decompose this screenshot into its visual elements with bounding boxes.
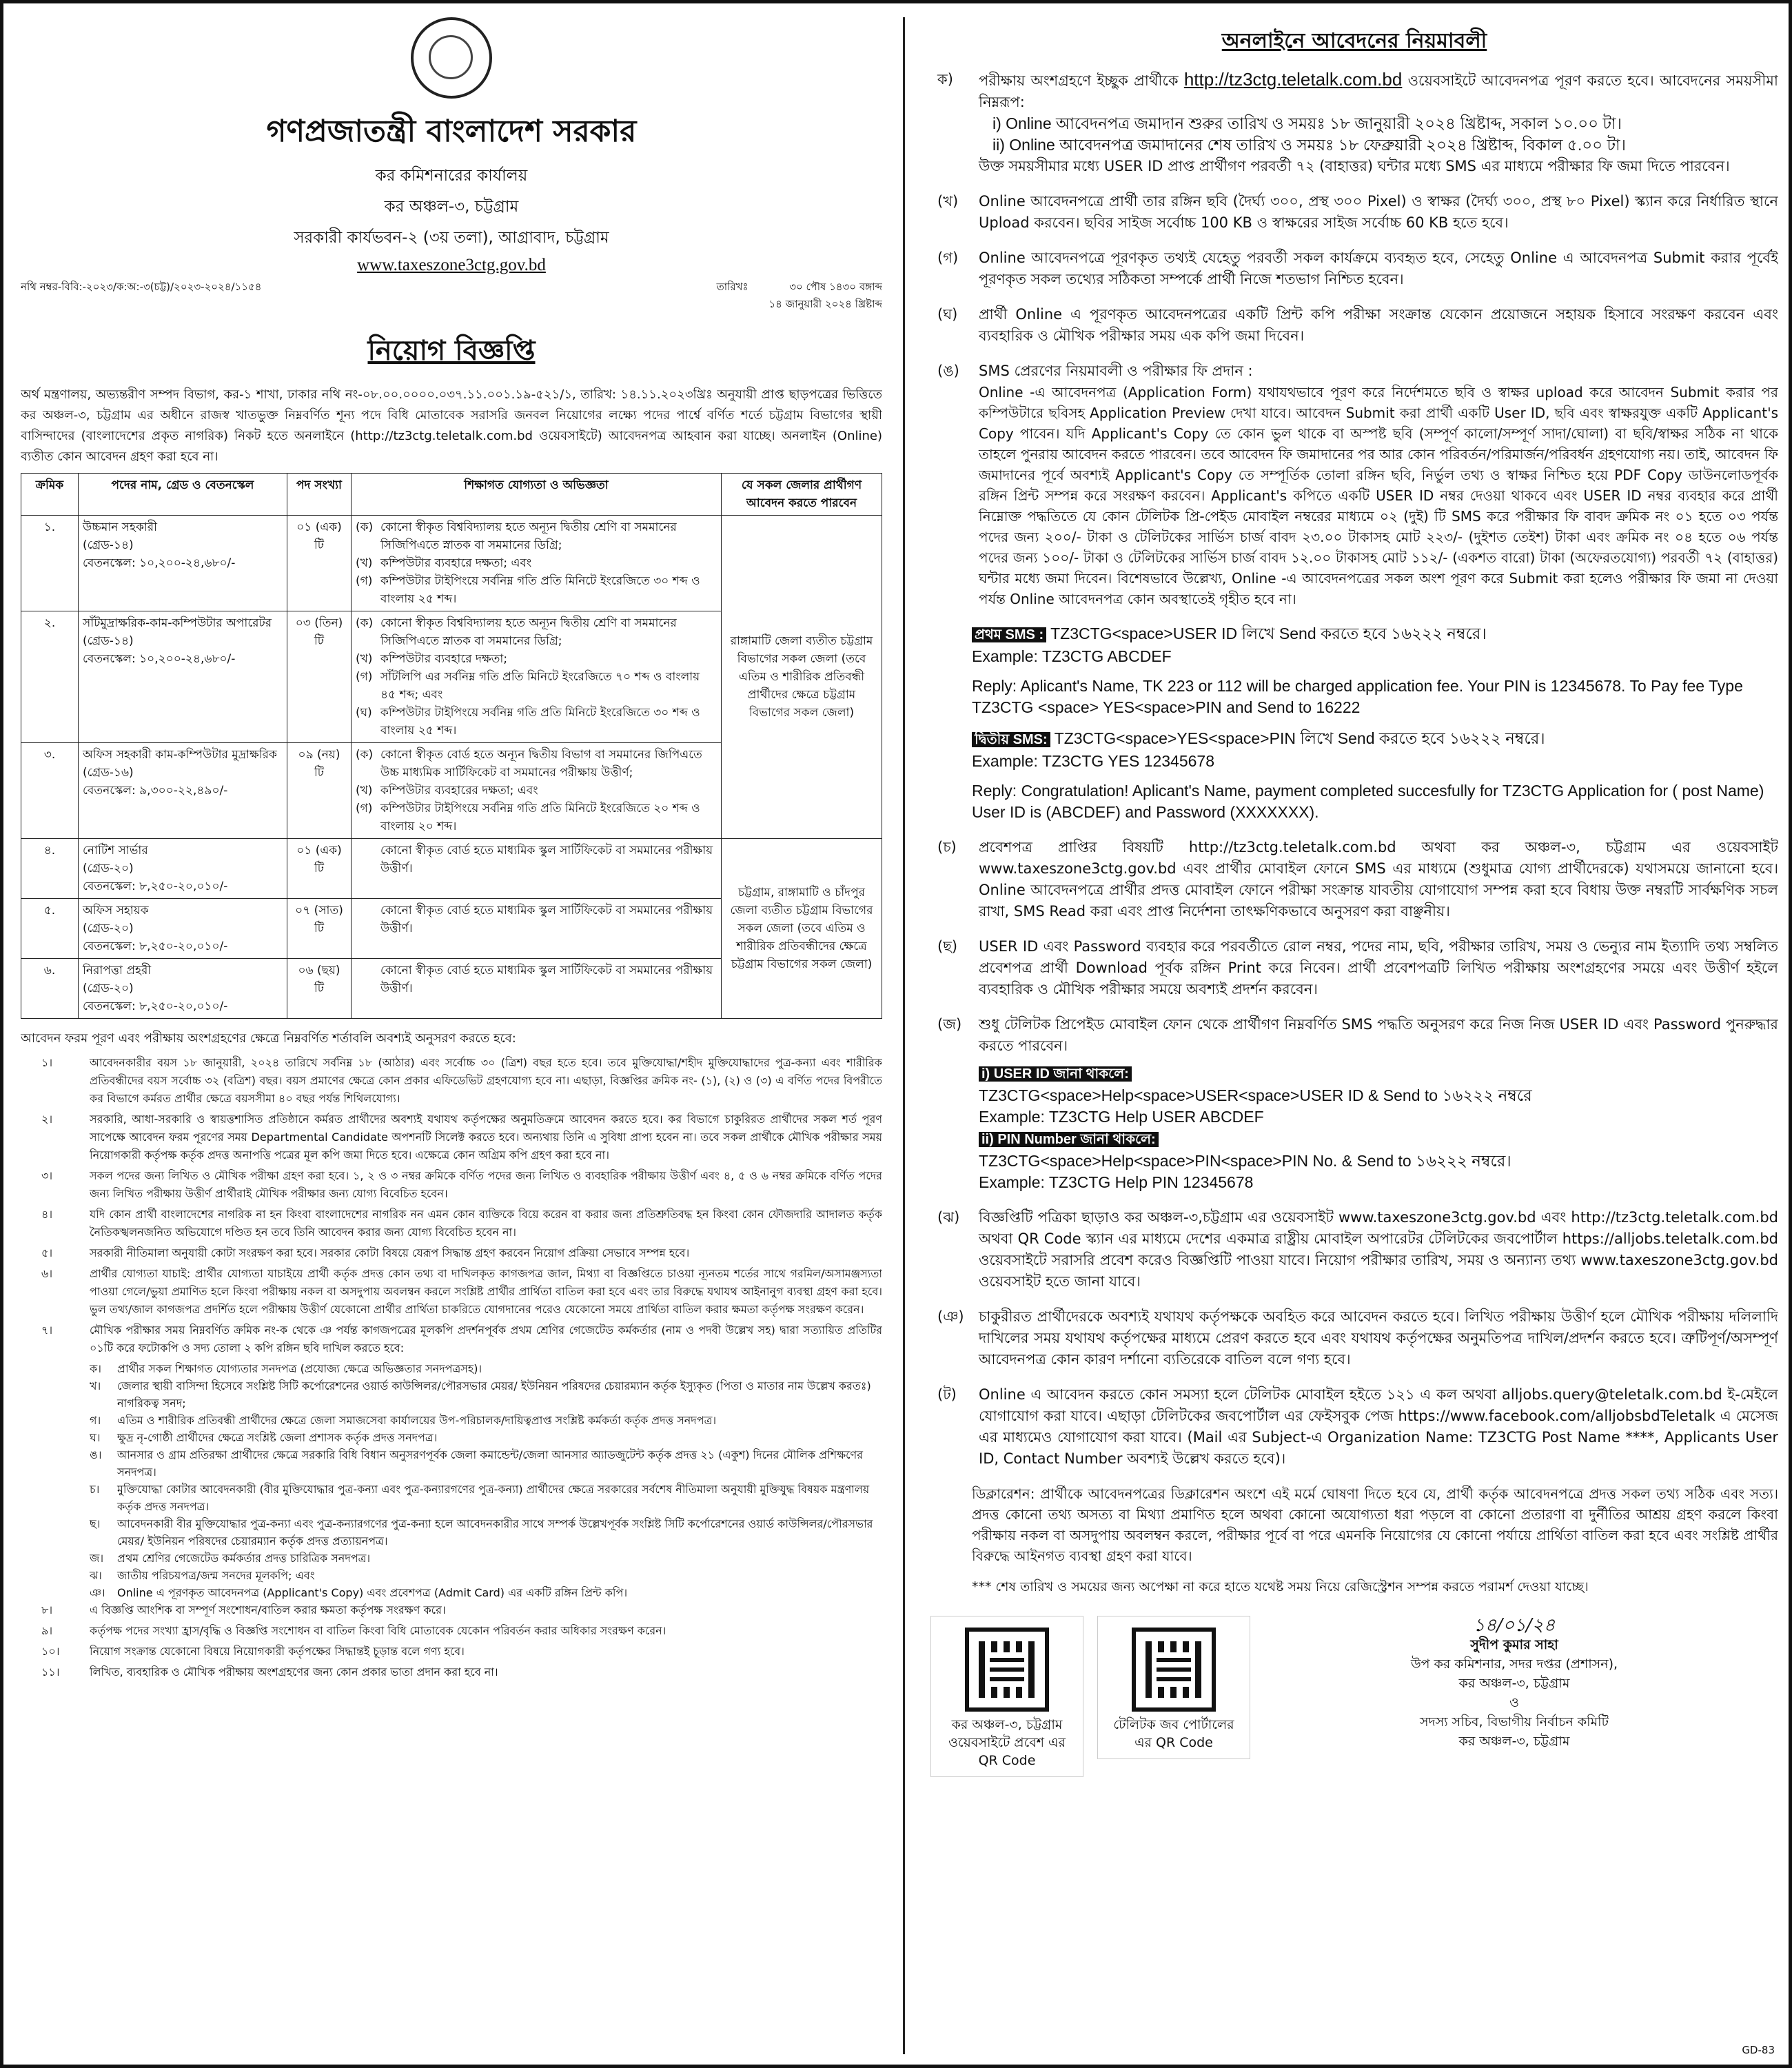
qualification-item [356, 842, 717, 878]
count-cell [287, 959, 352, 1019]
item-number: গ। [90, 1414, 101, 1427]
qualification-cell [352, 839, 722, 899]
column-divider [903, 17, 905, 2054]
second-sms-example: Example: TZ3CTG YES 12345678 [972, 752, 1215, 770]
list-item [21, 1111, 882, 1164]
table-header-row [21, 474, 882, 516]
districts-cell [722, 516, 882, 839]
item-text: Online এ পূরণকৃত আবেদনপত্র (Applicant's Copy) এবং প্রবেশপত্র (Admit Card) এর একটি রঙ্গিন প্রিন্ট কপি। [117, 1586, 628, 1599]
signatory-name: সুদীপ কুমার সাহা [1470, 1637, 1558, 1652]
posts-table [21, 473, 882, 1019]
col-count: পদ সংখ্যা [287, 474, 352, 516]
item-text: আবেদনকারীর বয়স ১৮ জানুয়ারী, ২০২৪ তারিখে সর্বনিম্ন ১৮ (আঠার) এবং সর্বোচ্চ ৩০ (ত্রিশ) বছর হতে হবে। তবে মুক্তিযোদ্ধা/শহীদ মুক্তিযোদ্ধাদের পুত্র-কন্যা এবং শারীরিক প্রতিবন্ধীদের বয়স সর্বোচ্চ ৩২ (বত্রিশ) বছর। বয়স প্রমাণের ক্ষেত্রে কোন প্রকার এফিডেভিট গ্রহণযোগ্য হবে না। এছাড়া, বিজ্ঞপ্তির ক্রমিক নং- (১), (২) ও (৩) এ বর্ণিত পদের বিপরীতে কর বিভাগে কর্মরত প্রার্থীর ক্ষেত্রে বয়সসীমা ৪০ বছর পর্যন্ত শিথিলযোগ্য। [90, 1056, 882, 1105]
post-count: ০১ (এক) টি [296, 520, 342, 552]
rule-text: USER ID এবং Password ব্যবহার করে পরবর্তীতে রোল নম্বর, পদের নাম, ছবি, পরীক্ষার তারিখ, সময় ও ভেন্যুর নাম ইত্যাদি তথ্য সম্বলিত প্রবেশপত্র প্রার্থী Download পূর্বক রঙ্গিন Print করে নিবেন। প্রার্থী প্রবেশপত্রটি লিখিত পরীক্ষায় অংশগ্রহণের সময়ে এবং উত্তীর্ণ হইলে ব্যবহারিক ও মৌখিক পরীক্ষার সময়ে অবশ্যই প্রদর্শন করবেন। [979, 938, 1778, 997]
qr-card-teletalk[interactable] [1097, 1616, 1250, 1759]
documents-list [21, 1360, 882, 1601]
item-number: ঝ। [90, 1569, 102, 1582]
serial-number: ১. [43, 520, 56, 534]
pay-scale: বেতনস্কেল: ১০,২০০-২৪,৬৮০/- [83, 556, 236, 570]
first-sms-format: TZ3CTG<space>USER ID লিখে Send করতে হবে ১৬২২২ নম্বরে। [1050, 625, 1487, 642]
post-count: ০৭ (সাত) টি [295, 904, 343, 935]
item-text: ক্ষুদ্র নৃ-গোষ্ঠী প্রার্থীদের ক্ষেত্রে সংশ্লিষ্ট জেলা প্রশাসক কর্তৃক প্রদত্ত সনদপত্র। [117, 1431, 438, 1444]
rule-number: (গ) [937, 250, 959, 266]
qualification-item [356, 668, 717, 704]
item-text: সকল পদের জন্য লিখিত ও মৌখিক পরীক্ষা গ্রহণ করা হবে। ১, ২ ও ৩ নম্বর ক্রমিকে বর্ণিত পদের জন্য লিখিত ও ব্যবহারিক পরীক্ষায় উত্তীর্ণ এবং ৪, ৫ ও ৬ নম্বর ক্রমিকে বর্ণিত পদের জন্য লিখিত পরীক্ষায় উত্তীর্ণ প্রার্থীরাই মৌখিক পরীক্ষার জন্য যোগ্য বিবেচিত হবেন। [90, 1169, 882, 1200]
qualification-marker: (গ) [356, 574, 373, 588]
qualification-text: কম্পিউটার ব্যবহারে দক্ষতা; [380, 652, 508, 666]
end-date: ii) Online আবেদনপত্র জমাদানের শেষ তারিখ ও সময়ঃ ১৮ ফেব্রুয়ারী ২০২৪ খ্রিষ্টাব্দ, বিকাল ৫.০০ টা। [992, 136, 1626, 154]
conditions-list [21, 1054, 882, 1357]
qualification-marker: (খ) [356, 784, 373, 798]
col-post: পদের নাম, গ্রেড ও বেতনস্কেল [79, 474, 287, 516]
post-grade: (গ্রেড-১৪) [83, 538, 134, 552]
serial-number: ৪. [43, 844, 56, 858]
serial-cell [21, 611, 79, 743]
item-number: জ। [90, 1552, 104, 1565]
districts-cell [722, 839, 882, 1019]
rule-ja [930, 1014, 1778, 1193]
second-sms-block [930, 728, 1778, 823]
fee-deadline: উক্ত সময়সীমার মধ্যে USER ID প্রাপ্ত প্রার্থীগণ পরবর্তী ৭২ (বাহাত্তর) ঘন্টার মধ্যে SMS এর মাধ্যমে পরীক্ষার ফি জমা দিতে পারবেন। [979, 158, 1730, 174]
qualification-marker [356, 962, 380, 997]
rule-text: Online আবেদনপত্রে পূরণকৃত তথ্যই যেহেতু পরবর্তী সকল কার্যক্রমে ব্যবহৃত হবে, সেহেতু Online এ আবেদনপত্র Submit করার পূর্বেই পূরণকৃত সকল তথ্যের সঠিকতা সম্পর্কে প্রার্থী নিজে শতভাগ নিশ্চিত হবেন। [979, 250, 1778, 287]
office-address: সরকারী কার্যভবন-২ (৩য় তলা), আগ্রাবাদ, চট্টগ্রাম [294, 229, 609, 247]
qr-code-icon[interactable] [1132, 1628, 1216, 1712]
rule-text: বিজ্ঞপ্তিটি পত্রিকা ছাড়াও কর অঞ্চল-৩,চট্টগ্রাম এর ওয়েবসাইট www.taxeszone3ctg.gov.bd এবং http://tz3ctg.teletalk.com.bd অথবা QR Code স্ক্যান এর মাধ্যমে দেশের একমাত্র রাষ্ট্রীয় মোবাইল অপারেটর টেলিটকের জবপোর্টাল https://alljobs.teletalk.com.bd ওয়েবসাইটে সরাসরি প্রবেশ করেও বিজ্ঞপ্তিটি পাওয়া যাবে। নিয়োগ পরীক্ষার তারিখ, সময় ও অন্যান্য তথ্য www.taxeszone3ctg.gov.bd ওয়েবসাইট হতে জানা যাবে। [979, 1209, 1778, 1290]
count-cell [287, 839, 352, 899]
qualification-marker: (ক) [356, 616, 374, 630]
serial-cell [21, 839, 79, 899]
post-cell [79, 516, 287, 611]
post-grade: (গ্রেড-১৬) [83, 766, 134, 780]
serial-number: ৬. [43, 964, 56, 977]
list-item [21, 1265, 882, 1319]
website-link[interactable]: www.taxeszone3ctg.gov.bd [357, 256, 546, 274]
item-text: কর্তৃপক্ষ পদের সংখ্যা হ্রাস/বৃদ্ধি ও বিজ্ঞপ্তি সংশোধন বা বাতিল কিংবা বিধি মোতাবেক যেকোন পরিবর্তন করার অধিকার সংরক্ষণ করেন। [90, 1624, 666, 1637]
post-count: ০৩ (তিন) টি [295, 616, 343, 648]
item-number: খ। [90, 1379, 101, 1392]
post-cell [79, 959, 287, 1019]
count-cell [287, 899, 352, 959]
pay-scale: বেতনস্কেল: ৮,২৫০-২০,০১০/- [83, 940, 228, 953]
date-bangla: ৩০ পৌষ ১৪৩০ বঙ্গাব্দ [789, 281, 882, 293]
rule-ka [930, 69, 1778, 177]
item-text: নিয়োগ সংক্রান্ত যেকোনো বিষয়ে নিয়োগকারী কর্তৃপক্ষের সিদ্ধান্তই চূড়ান্ত বলে গণ্য হবে। [90, 1645, 465, 1658]
first-sms-example: Example: TZ3CTG ABCDEF [972, 647, 1172, 665]
post-count: ০১ (এক) টি [296, 844, 342, 875]
col-districts: যে সকল জেলার প্রার্থীগণ আবেদন করতে পারবেন [722, 474, 882, 516]
item-number: ৪। [41, 1208, 53, 1221]
qualification-text: সাঁটলিপি এর সর্বনিম্ন গতি প্রতি মিনিটে ইংরেজিতে ৭০ শব্দ ও বাংলায় ৪৫ শব্দ; এবং [380, 670, 700, 702]
qualification-item [356, 962, 717, 997]
qualification-cell [352, 899, 722, 959]
signature-mark: ১৪/০১/২৪ [1473, 1615, 1556, 1636]
post-cell [79, 839, 287, 899]
right-column [930, 17, 1778, 2051]
serial-number: ৫. [43, 904, 56, 918]
qualification-item [356, 902, 717, 937]
item-text: সরকারী নীতিমালা অনুযায়ী কোটা সংরক্ষণ করা হবে। সরকার কোটা বিষয়ে যেরূপ সিদ্ধান্ত গ্রহণ করবেন নিয়োগ প্রক্রিয়া সেভাবে সম্পন্ন হবে। [90, 1246, 690, 1259]
item-text: প্রার্থীর যোগ্যতা যাচাই: প্রার্থীর যোগ্যতা যাচাইয়ে প্রার্থী কর্তৃক প্রদত্ত কোন তথ্য বা দাখিলকৃত কাগজপত্র জাল, মিথ্যা বা বিজ্ঞপ্তিতে চাওয়া ন্যূনতম শর্তের সাথে গরমিল/অসামঞ্জস্যতা পাওয়া গেলে/ভুয়া প্রমাণিত হলে কিংবা পরীক্ষায় নকল বা অসদুপায় অবলম্বন করলে সংশ্লিষ্ট প্রার্থীর প্রার্থিতা বাতিল করা হবে এবং তার বিরুদ্ধে যথাযথ আইনানুগ ব্যবস্থা গ্রহণ করা হবে। ভুল তথ্য/জাল কাগজপত্র প্রদর্শিত হলে পরীক্ষায় উত্তীর্ণ যেকোনো প্রার্থীর প্রার্থিতা চাকরিতে যোগদানের পরেও যেকোনো সময়ে প্রার্থিতা বাতিল করার ক্ষমতা কর্তৃপক্ষ সংরক্ষণ করেন। [90, 1267, 882, 1316]
office-name: কর কমিশনারের কার্যালয় [375, 167, 528, 185]
post-name: নোটিশ সার্ভার [83, 844, 148, 858]
list-item [21, 1244, 882, 1262]
committee-office: কর অঞ্চল-৩, চট্টগ্রাম [1458, 1734, 1570, 1749]
pay-scale: বেতনস্কেল: ৮,২৫০-২০,০১০/- [83, 1000, 228, 1013]
rule-number: (খ) [937, 193, 959, 210]
list-item [21, 1643, 882, 1661]
list-item [21, 1167, 882, 1203]
item-number: ঘ। [90, 1431, 101, 1444]
qualification-item [356, 782, 717, 800]
rule-text: শুধু টেলিটক প্রিপেইড মোবাইল ফোন থেকে প্রার্থীগণ নিম্নবর্ণিত SMS পদ্ধতি অনুসরণ করে নিজ নিজ USER ID এবং Password পুনরুদ্ধার করতে পারবেন। [979, 1016, 1778, 1054]
table-row [21, 839, 882, 899]
sms-rules-heading: SMS প্রেরণের নিয়মাবলী ও পরীক্ষার ফি প্রদান : [979, 363, 1253, 379]
date-label: তারিখঃ [716, 281, 749, 293]
qr-code-icon[interactable] [965, 1628, 1049, 1712]
teletalk-link[interactable]: http://tz3ctg.teletalk.com.bd [1183, 69, 1403, 90]
list-item [21, 1584, 882, 1601]
start-date: i) Online আবেদনপত্র জমাদান শুরুর তারিখ ও সময়ঃ ১৮ জানুয়ারী ২০২৪ খ্রিষ্টাব্দ, সকাল ১০.০০ টা। [992, 114, 1622, 132]
list-item [21, 1446, 882, 1481]
qualification-text: কম্পিউটার ব্যবহারের দক্ষতা; এবং [380, 784, 538, 798]
rule-text: Online -এ আবেদনপত্র (Application Form) যথাযথভাবে পূরণ করে নির্দেশমতে ছবি ও স্বাক্ষর upload করে আবেদন Submit করার পর কম্পিউটারে ছবিসহ Application Preview দেখা যাবে। আবেদন Submit করা প্রার্থী একটি User ID, ছবি এবং স্বাক্ষরযুক্ত একটি Applicant's Copy পাবেন। যদি Applicant's Copy তে কোন ভুল থাকে বা অস্পষ্ট ছবি (সম্পূর্ণ কালো/সম্পূর্ণ সাদা/ঘোলা) বা ছবি/স্বাক্ষর সঠিক না থাকে তাহলে পুনরায় আবেদন করতে পারবেন। তবে আবেদন ফি জমাদানের পর আর কোন পরিবর্তন/পরিমার্জন/পরিবর্ধন গ্রহণযোগ্য নয়। তাই, আবেদন ফি জমাদানের পূর্বে অবশ্যই Applicant's Copy তে সম্পূর্তিক তোলা রঙ্গিন ছবি, নির্ভুল তথ্য ও স্বাক্ষর নিশ্চিত হয়ে PDF Copy ডাউনলোডপূর্বক রঙ্গিন প্রিন্ট সম্পন্ন করে সংরক্ষণ করবেন। Applicant's কপিতে একটি USER ID নম্বর দেওয়া থাকবে এবং USER ID নম্বর ব্যবহার করে প্রার্থী নিম্নোক্ত পদ্ধতিতে যে কোন টেলিটক প্রি-পেইড মোবাইল নম্বরের মাধ্যমে ০২ (দুই) টি SMS করে পরীক্ষার ফি বাবদ ক্রমিক নং ০১ হতে ০৩ পর্যন্ত পদের জন্য ২০০/- টাকা ও টেলিটকের সার্ভিস চার্জ বাবদ ২৩.০০ টাকাসহ মোট ২২৩/- (দুইশত তেইশ) টাকা এবং ক্রমিক নং ০৪ হতে ০৬ পর্যন্ত পদের জন্য ১০০/- টাকা ও টেলিটকের সার্ভিস চার্জ বাবদ ১২.০০ টাকাসহ মোট ১১২/- (একশত বারো) টাকা (অফেরতযোগ্য) পরবর্তী ৭২ (বাহাত্তর) ঘন্টার মধ্যে জমা দিবেন। বিশেষভাবে উল্লেখ্য, Online -এ আবেদনপত্রের সকল অংশ পূরণ করে Submit করা হলেও পরীক্ষার ফি জমা না দেওয়া পর্যন্ত Online আবেদনপত্র কোন অবস্থাতেই গৃহীত হবে না। [979, 384, 1778, 607]
signatory-designation: উপ কর কমিশনার, সদর দপ্তর (প্রশাসন), [1410, 1656, 1618, 1672]
rule-gha [930, 304, 1778, 347]
qualification-item [356, 614, 717, 650]
post-grade: (গ্রেড-২০) [83, 922, 134, 935]
qr-caption: কর অঞ্চল-৩, চট্টগ্রাম ওয়েবসাইটে প্রবেশ এর QR Code [948, 1717, 1066, 1768]
list-item [21, 1206, 882, 1241]
qualification-cell [352, 743, 722, 839]
qualification-text: কোনো স্বীকৃত বোর্ড হতে মাধ্যমিক স্কুল সার্টিফিকেট বা সমমানের পরীক্ষায় উত্তীর্ণ। [380, 964, 713, 995]
serial-number: ২. [43, 616, 56, 630]
eligible-districts: রাঙ্গামাটি জেলা ব্যতীত চট্টগ্রাম বিভাগের সকল জেলা (তবে এতিম ও শারীরিক প্রতিবন্ধী প্রার্থীদের ক্ষেত্রে চট্টগ্রাম বিভাগের সকল জেলা) [730, 634, 873, 720]
rule-number: (জ) [937, 1016, 962, 1033]
qr-and-signature [930, 1616, 1778, 1777]
signatory-office: কর অঞ্চল-৩, চট্টগ্রাম [1458, 1676, 1570, 1691]
pay-scale: বেতনস্কেল: ১০,২০০-২৪,৬৮০/- [83, 652, 236, 666]
signature-block [1250, 1616, 1778, 1751]
item-number: ৮। [41, 1603, 53, 1616]
post-name: অফিস সহকারী কাম-কম্পিউটার মুদ্রাক্ষরিক [83, 748, 277, 762]
reference-number: নথি নম্বর-বিবি:-২০২৩/ক:অ:-৩(চট্ট)/২০২৩-২০২৪/১১৫৪ [21, 281, 262, 293]
qualification-item [356, 704, 717, 740]
list-item [21, 1429, 882, 1446]
pin-example: Example: TZ3CTG Help PIN 12345678 [979, 1173, 1254, 1191]
qualification-marker: (খ) [356, 652, 373, 666]
item-text: আনসার ও গ্রাম প্রতিরক্ষা প্রার্থীদের ক্ষেত্রে সরকারি বিধি বিধান অনুসরণপূর্বক জেলা কমান্ডেন্ট/জেলা আনসার অ্যাডজুটেন্ট কর্তৃক প্রদত্ত ২১ (একুশ) দিনের মৌলিক প্রশিক্ষণের সনদপত্র। [117, 1448, 863, 1479]
header [21, 17, 882, 275]
user-id-tag: i) USER ID জানা থাকলে: [979, 1066, 1132, 1082]
rule-text: প্রার্থী Online এ পূরণকৃত আবেদনপত্রের একটি প্রিন্ট কপি পরীক্ষা সংক্রান্ত যেকোন প্রয়োজনে সহায়ক হিসাবে সংরক্ষণ করবেন এবং ব্যবহারিক ও মৌখিক পরীক্ষার সময় এক কপি জমা দিবেন। [979, 306, 1778, 344]
second-sms-tag: দ্বিতীয় SMS: [972, 732, 1050, 747]
rule-text: Online এ আবেদন করতে কোন সমস্যা হলে টেলিটক মোবাইল হইতে ১২১ এ কল অথবা alljobs.query@teletalk.com.bd ই-মেইলে যোগাযোগ করা যাবে। এছাড়া টেলিটকের জবপোর্টাল এর ফেইসবুক পেজ https://www.facebook.com/alljobsbdTeletalk এ মেসেজ এর মাধ্যমেও যোগাযোগ করা যাবে। (Mail এর Subject-এ Organization Name: TZ3CTG Post Name ****, Applicants User ID, Contact Number অবশ্যই উল্লেখ করতে হবে)। [979, 1386, 1778, 1467]
item-text: প্রথম শ্রেণির গেজেটেড কর্মকর্তার প্রদত্ত চারিত্রিক সনদপত্র। [117, 1552, 371, 1565]
rule-text: চাকুরীরত প্রার্থীদেরকে অবশ্যই যথাযথ কর্তৃপক্ষকে অবহিত করে আবেদন করতে হবে। লিখিত পরীক্ষায় উত্তীর্ণ হলে মৌখিক পরীক্ষায় দলিলাদি দাখিলের সময় যথাযথ কর্তৃপক্ষের মাধ্যমে প্রেরণ করতে হবে এবং যথাযথ কর্তৃপক্ষের অনুমতিপত্র দাখিল/প্রদর্শন করতে হবে। ত্রুটিপূর্ণ/অসম্পূর্ণ আবেদনপত্র কোন কারণ দর্শানো ব্যতিরেকে বাতিল বলে গণ্য হবে। [979, 1308, 1778, 1368]
qualification-item [356, 800, 717, 835]
government-seal-icon [411, 17, 492, 99]
qualification-text: কম্পিউটার টাইপিংয়ে সর্বনিম্ন গতি প্রতি মিনিটে ইংরেজিতে ৩০ শব্দ ও বাংলায় ২৫ শব্দ। [380, 706, 700, 738]
qualification-item [356, 518, 717, 554]
item-text: এ বিজ্ঞপ্তি আংশিক বা সম্পূর্ণ সংশোধন/বাতিল করার ক্ষমতা কর্তৃপক্ষ সংরক্ষণ করে। [90, 1603, 446, 1616]
list-item [21, 1481, 882, 1515]
post-name: নিরাপত্তা প্রহরী [83, 964, 152, 977]
post-cell [79, 899, 287, 959]
serial-cell [21, 959, 79, 1019]
post-grade: (গ্রেড-২০) [83, 982, 134, 995]
reference-row [21, 279, 882, 314]
item-text: সরকারি, আধা-সরকারি ও স্বায়ত্তশাসিত প্রতিষ্ঠানে কর্মরত প্রার্থীদের অবশ্যই যথাযথ কর্তৃপক্ষের অনুমতিক্রমে আবেদন করতে হবে। কর বিভাগে চাকুরিরত প্রার্থীদের সকল শর্ত পূরণ সাপেক্ষে আবেদন ফরম পূরণের সময় Departmental Candidate অপশনটি সিলেক্ট করতে হবে। অন্যথায় তিনি এ সুবিধা প্রাপ্য হবেন না। তবে সকল প্রার্থীকে মৌখিক পরীক্ষার সময় নিয়োগকারী কর্তৃপক্ষ কর্তৃক প্রদত্ত অনাপত্তি পত্রের মূল কপি জমা দিতে হবে। এক্ষেত্রে কোন অগ্রিম কপি গ্রহণ করা হবে না। [90, 1113, 882, 1162]
left-column [21, 17, 882, 2051]
second-sms-reply: Reply: Congratulation! Aplicant's Name, payment completed succesfully for TZ3CTG Application for ( post Name) User ID is (ABCDEF) and Password (XXXXXXX). [972, 782, 1764, 821]
qualification-marker [356, 902, 380, 937]
item-number: ক। [90, 1362, 101, 1375]
qualification-marker: (গ) [356, 802, 373, 815]
qualification-text: কম্পিউটার টাইপিংয়ে সর্বনিম্ন গতি প্রতি মিনিটে ইংরেজিতে ২০ শব্দ ও বাংলায় ২০ শব্দ। [380, 802, 700, 833]
zone-name: কর অঞ্চল-৩, চট্টগ্রাম [384, 198, 519, 216]
qualification-item [356, 650, 717, 668]
rule-kha [930, 191, 1778, 234]
list-item [21, 1515, 882, 1550]
qualification-text: কোনো স্বীকৃত বিশ্ববিদ্যালয় হতে অন্যূন দ্বিতীয় শ্রেণি বা সমমানের সিজিপিএতে স্নাতক বা সমমানের ডিগ্রি; [380, 616, 677, 648]
list-item [21, 1550, 882, 1567]
qualification-text: কোনো স্বীকৃত বোর্ড হতে মাধ্যমিক স্কুল সার্টিফিকেট বা সমমানের পরীক্ষায় উত্তীর্ণ। [380, 904, 713, 935]
declaration: ডিক্লারেশন: প্রার্থীকে আবেদনপত্রের ডিক্লারেশন অংশে এই মর্মে ঘোষণা দিতে হবে যে, প্রার্থী কর্তৃক আবেদনপত্রে প্রদত্ত সকল তথ্য সঠিক এবং সত্য। প্রদত্ত কোনো তথ্য অসত্য বা মিথ্যা প্রমাণিত হলে অথবা কোনো অযোগ্যতা ধরা পড়লে বা কোনো প্রতারণা বা দুর্নীতির আশ্রয় গ্রহণ করলে কিংবা পরীক্ষায় নকল বা অসদুপায় অবলম্বন করলে, পরীক্ষার পূর্বে বা পরে এমনকি নিয়োগের যে কোনো পর্যায়ে প্রার্থিতা বাতিল করা হবে এবং সংশ্লিষ্ট প্রার্থীর বিরুদ্ধে আইনগত ব্যবস্থা গ্রহণ করা যাবে। [972, 1486, 1778, 1564]
qualification-item [356, 572, 717, 608]
qualification-item [356, 746, 717, 782]
post-grade: (গ্রেড-১৪) [83, 634, 134, 648]
item-number: চ। [90, 1483, 100, 1496]
list-item [21, 1360, 882, 1377]
rule-text: Online আবেদনপত্রে প্রার্থী তার রঙ্গিন ছবি (দৈর্ঘ্য ৩০০, প্রস্থ ৩০০ Pixel) ও স্বাক্ষর (দৈর্ঘ্য ৩০০, প্রস্থ ৮০ Pixel) স্ক্যান করে নির্ধারিত স্থানে Upload করবেন। ছবির সাইজ সর্বোচ্চ 100 KB ও স্বাক্ষরের সাইজ সর্বোচ্চ 60 KB হতে হবে। [979, 193, 1778, 231]
eligible-districts: চট্টগ্রাম, রাঙ্গামাটি ও চাঁদপুর জেলা ব্যতীত চট্টগ্রাম বিভাগের সকল জেলা (তবে এতিম ও শারীরিক প্রতিবন্ধীদের ক্ষেত্রে চট্টগ্রাম বিভাগের সকল জেলা) [730, 886, 873, 971]
list-item [21, 1054, 882, 1108]
first-sms-block [930, 623, 1778, 718]
post-count: ০৬ (ছয়) টি [298, 964, 340, 995]
serial-cell [21, 516, 79, 611]
rule-number: ক) [937, 71, 953, 88]
rule-number: (ঘ) [937, 306, 958, 323]
post-cell [79, 611, 287, 743]
serial-cell [21, 743, 79, 839]
final-conditions-list [21, 1601, 882, 1681]
rule-number: (ট) [937, 1386, 957, 1403]
qualification-cell [352, 959, 722, 1019]
rule-jha [930, 1207, 1778, 1292]
item-number: ছ। [90, 1517, 101, 1530]
notice-title: নিয়োগ বিজ্ঞপ্তি [367, 335, 536, 367]
qualification-item [356, 554, 717, 572]
qr-card-website[interactable] [930, 1616, 1083, 1777]
qualification-text: কোনো স্বীকৃত বিশ্ববিদ্যালয় হতে অন্যূন দ্বিতীয় শ্রেণি বা সমমানের সিজিপিএতে স্নাতক বা সমমানের ডিগ্রি; [380, 520, 677, 552]
rule-ga [930, 247, 1778, 290]
count-cell [287, 743, 352, 839]
item-number: ঙ। [90, 1448, 102, 1461]
qualification-cell [352, 516, 722, 611]
notice-intro: অর্থ মন্ত্রণালয়, অভ্যন্তরীণ সম্পদ বিভাগ, কর-১ শাখা, ঢাকার নথি নং-০৮.০০.০০০০.০৩৭.১১.০০১.১৯-৫২১/১, তারিখ: ১৪.১১.২০২৩খ্রিঃ অনুযায়ী প্রাপ্ত ছাড়পত্রের ভিত্তিতে কর অঞ্চল-৩, চট্টগ্রাম এর অধীনে রাজস্ব খাতভুক্ত নিম্নবর্ণিত শূন্য পদে বিধি মোতাবেক সরাসরি জনবল নিয়োগের লক্ষ্যে পদের পার্শ্বে বর্ণিত শর্তে চট্টগ্রাম বিভাগের স্থায়ী বাসিন্দাদের (বাংলাদেশের প্রকৃত নাগরিক) নিকট হতে অনলাইনে (http://tz3ctg.teletalk.com.bd ওয়েবসাইটে) আবেদনপত্র আহবান করা যাচ্ছে। অনলাইন (Online) ব্যতীত কোন আবেদন গ্রহণ করা হবে না। [21, 387, 882, 464]
item-text: এতিম ও শারীরিক প্রতিবন্ধী প্রার্থীদের ক্ষেত্রে জেলা সমাজসেবা কার্যালয়ের উপ-পরিচালক/দায়িত্বপ্রাপ্ত সংশ্লিষ্ট কর্মকর্তা কর্তৃক প্রদত্ত সনদপত্র। [117, 1414, 717, 1427]
item-number: ৯। [41, 1624, 53, 1637]
qualification-marker: (ক) [356, 520, 374, 534]
rule-ta [930, 1384, 1778, 1470]
post-grade: (গ্রেড-২০) [83, 862, 134, 875]
rule-text: পরীক্ষায় অংশগ্রহণে ইচ্ছুক প্রার্থীকে [979, 72, 1179, 89]
col-serial: ক্রমিক [21, 474, 79, 516]
rule-number: (ঞ) [937, 1308, 964, 1325]
qualification-marker: (ক) [356, 748, 374, 762]
list-item [21, 1412, 882, 1429]
committee-designation: সদস্য সচিব, বিভাগীয় নির্বাচন কমিটি [1420, 1714, 1609, 1730]
post-cell [79, 743, 287, 839]
rule-number: (ছ) [937, 938, 958, 955]
list-item [21, 1601, 882, 1619]
serial-number: ৩. [43, 748, 56, 762]
post-name: উচ্চমান সহকারী [83, 520, 158, 534]
item-number: ৬। [41, 1267, 53, 1280]
post-name: অফিস সহায়ক [83, 904, 149, 918]
item-text: মৌখিক পরীক্ষার সময় নিম্নবর্ণিত ক্রমিক নং-ক থেকে ঞ পর্যন্ত কাগজপত্রের মূলকপি প্রদর্শনপূর্বক প্রথম শ্রেণির গেজেটেড কর্মকর্তার (নাম ও পদবী উল্লেখ সহ) দ্বারা সত্যায়িত প্রতিটির ০১টি করে ফটোকপি ও সদ্য তোলা ২ কপি রঙ্গিন ছবি দাখিল করতে হবে: [90, 1324, 882, 1355]
list-item [21, 1377, 882, 1412]
serial-cell [21, 899, 79, 959]
item-number: ঞ। [90, 1586, 105, 1599]
rule-number: (চ) [937, 839, 957, 855]
qualification-marker: (ঘ) [356, 706, 372, 720]
list-item [21, 1567, 882, 1584]
rule-chha [930, 936, 1778, 1000]
item-text: প্রার্থীর সকল শিক্ষাগত যোগ্যতার সনদপত্র (প্রযোজ্য ক্ষেত্রে অভিজ্ঞতার সনদপত্রসহ)। [117, 1362, 482, 1375]
item-number: ৫। [41, 1246, 53, 1259]
qualification-text: কোনো স্বীকৃত বোর্ড হতে অন্যূন দ্বিতীয় বিভাগ বা সমমানের জিপিএতে উচ্চ মাধ্যমিক সার্টিফিকেট বা সমমানের পরীক্ষায় উত্তীর্ণ; [380, 748, 702, 780]
rule-number: (ঙ) [937, 363, 959, 379]
govt-title: গণপ্রজাতন্ত্রী বাংলাদেশ সরকার [266, 114, 637, 149]
item-number: ৭। [41, 1324, 53, 1337]
item-text: যদি কোন প্রার্থী বাংলাদেশের নাগরিক না হন কিংবা বাংলাদেশের নাগরিক নন এমন কোন ব্যক্তিকে বিয়ে করেন বা করার জন্য প্রতিশ্রুতিবদ্ধ হন কিংবা কোন ফৌজদারি আদালত কর্তৃক নৈতিকস্খলনজনিত অভিযোগে দণ্ডিত হন তবে তিনি আবেদন করার জন্য যোগ্য বিবেচিত হবেন না। [90, 1208, 882, 1239]
qr-caption: টেলিটক জব পোর্টালের এর QR Code [1113, 1717, 1234, 1750]
user-id-format: TZ3CTG<space>Help<space>USER<space>USER ID & Send to ১৬২২২ নম্বরে [979, 1086, 1532, 1104]
item-number: ৩। [41, 1169, 53, 1182]
user-id-example: Example: TZ3CTG Help USER ABCDEF [979, 1108, 1264, 1126]
rule-text: ওয়েবসাইটে আবেদনপত্র পূরণ করতে হবে। আবেদনের সময়সীমা নিম্নরূপ: [979, 72, 1778, 110]
item-text: লিখিত, ব্যবহারিক ও মৌখিক পরীক্ষায় অংশগ্রহণের জন্য কোন প্রকার ভাতা প্রদান করা হবে না। [90, 1665, 498, 1679]
second-sms-format: TZ3CTG<space>YES<space>PIN লিখে Send করতে হবে ১৬২২২ নম্বরে। [1054, 729, 1545, 747]
qualification-text: কম্পিউটার ব্যবহারে দক্ষতা; এবং [380, 556, 532, 570]
pin-tag: ii) PIN Number জানা থাকলে: [979, 1132, 1159, 1147]
count-cell [287, 516, 352, 611]
date-english: ১৪ জানুয়ারী ২০২৪ খ্রিষ্টাব্দ [768, 298, 882, 310]
qualification-marker: (খ) [356, 556, 373, 570]
item-text: জাতীয় পরিচয়পত্র/জন্ম সনদের মূলকপি; এবং [117, 1569, 315, 1582]
qualification-marker [356, 842, 380, 878]
table-row [21, 516, 882, 611]
rule-nya [930, 1306, 1778, 1370]
col-qualification: শিক্ষাগত যোগ্যতা ও অভিজ্ঞতা [352, 474, 722, 516]
list-item [21, 1321, 882, 1357]
footer-code: GD-83 [1742, 2044, 1775, 2056]
rule-uma [930, 361, 1778, 609]
pay-scale: বেতনস্কেল: ৯,৩০০-২২,৪৯০/- [83, 784, 228, 798]
first-sms-tag: প্রথম SMS : [972, 627, 1046, 642]
online-rules-title: অনলাইনে আবেদনের নিয়মাবলী [1221, 29, 1487, 53]
post-name: সাঁটমুদ্রাক্ষরিক-কাম-কম্পিউটার অপারেটর [83, 616, 272, 630]
first-sms-reply: Reply: Aplicant's Name, TK 223 or 112 will be charged application fee. Your PIN is 12345678. To Pay fee Type TZ3CTG <space> YES<space>PIN and Send to 16222 [972, 677, 1743, 716]
rule-text: প্রবেশপত্র প্রাপ্তির বিষয়টি http://tz3ctg.teletalk.com.bd অথবা কর অঞ্চল-৩, চট্টগ্রাম এর ওয়েবসাইট www.taxeszone3ctg.gov.bd এবং প্রার্থীর মোবাইল ফোনে SMS এর মাধ্যমে (শুধুমাত্র যোগ্য প্রার্থীদেরকে) যথাসময়ে জানানো হবে। Online আবেদনপত্রে প্রার্থীর প্রদত্ত মোবাইল ফোনে পরীক্ষা সংক্রান্ত যাবতীয় যোগাযোগ সম্পন্ন করা হবে বিধায় উক্ত নম্বরটি সার্বক্ষণিক সচল রাখা, SMS Read করা এবং প্রাপ্ত নির্দেশনা তাৎক্ষণিকভাবে অনুসরণ করা বাঞ্ছনীয়। [979, 839, 1778, 920]
conjunction: ও [1509, 1695, 1519, 1710]
qualification-marker: (গ) [356, 670, 373, 684]
pin-format: TZ3CTG<space>Help<space>PIN<space>PIN No. & Send to ১৬২২২ নম্বরে। [979, 1152, 1511, 1170]
advice-note: *** শেষ তারিখ ও সময়ের জন্য অপেক্ষা না করে হাতে যথেষ্ট সময় নিয়ে রেজিস্ট্রেশন সম্পন্ন করতে পরামর্শ দেওয়া যাচ্ছে। [972, 1579, 1589, 1594]
item-text: মুক্তিযোদ্ধা কোটার আবেদনকারী (বীর মুক্তিযোদ্ধার পুত্র-কন্যা এবং পুত্র-কন্যারগণের পুত্র-কন্যা) প্রার্থীদের ক্ষেত্রে সরকারের সর্বশেষ নীতিমালা অনুযায়ী মুক্তিযুদ্ধ বিষয়ক মন্ত্রণালয় কর্তৃক প্রদত্ত সনদপত্র। [117, 1483, 870, 1513]
post-count: ০৯ (নয়) টি [298, 748, 340, 780]
item-number: ১১। [41, 1665, 60, 1679]
item-text: আবেদনকারী বীর মুক্তিযোদ্ধার পুত্র-কন্যা এবং পুত্র-কন্যারগণের পুত্র-কন্যা হলে আবেদনকারীর সাথে সম্পর্ক উল্লেখপূর্বক সংশ্লিষ্ট সিটি কর্পোরেশনের ওয়ার্ড কাউন্সিলর/পৌরসভার মেয়র/ ইউনিয়ন পরিষদের চেয়ারম্যান কর্তৃক প্রদত্ত প্রত্যায়নপত্র। [117, 1517, 873, 1548]
item-number: ১০। [41, 1645, 60, 1658]
pay-scale: বেতনস্কেল: ৮,২৫০-২০,০১০/- [83, 880, 228, 893]
conditions-heading: আবেদন ফরম পূরণ এবং পরীক্ষায় অংশগ্রহণের ক্ষেত্রে নিম্নবর্ণিত শর্তাবলি অবশ্যই অনুসরণ করতে হবে: [21, 1031, 516, 1046]
item-number: ২। [41, 1113, 53, 1126]
item-text: জেলার স্থায়ী বাসিন্দা হিসেবে সংশ্লিষ্ট সিটি কর্পোরেশনের ওয়ার্ড কাউন্সিলর/পৌরসভার মেয়র/ ইউনিয়ন পরিষদের চেয়ারম্যান কর্তৃক ইস্যুকৃত (পিতা ও মাতার নাম উল্লেখ করতঃ) নাগরিকত্ব সনদ; [117, 1379, 871, 1410]
list-item [21, 1663, 882, 1681]
qualification-text: কম্পিউটার টাইপিংয়ে সর্বনিম্ন গতি প্রতি মিনিটে ইংরেজিতে ৩০ শব্দ ও বাংলায় ২৫ শব্দ। [380, 574, 700, 606]
qualification-text: কোনো স্বীকৃত বোর্ড হতে মাধ্যমিক স্কুল সার্টিফিকেট বা সমমানের পরীক্ষায় উত্তীর্ণ। [380, 844, 713, 875]
count-cell [287, 611, 352, 743]
item-number: ১। [41, 1056, 53, 1069]
qualification-cell [352, 611, 722, 743]
list-item [21, 1622, 882, 1640]
rule-cha [930, 837, 1778, 922]
rule-number: (ঝ) [937, 1209, 960, 1226]
